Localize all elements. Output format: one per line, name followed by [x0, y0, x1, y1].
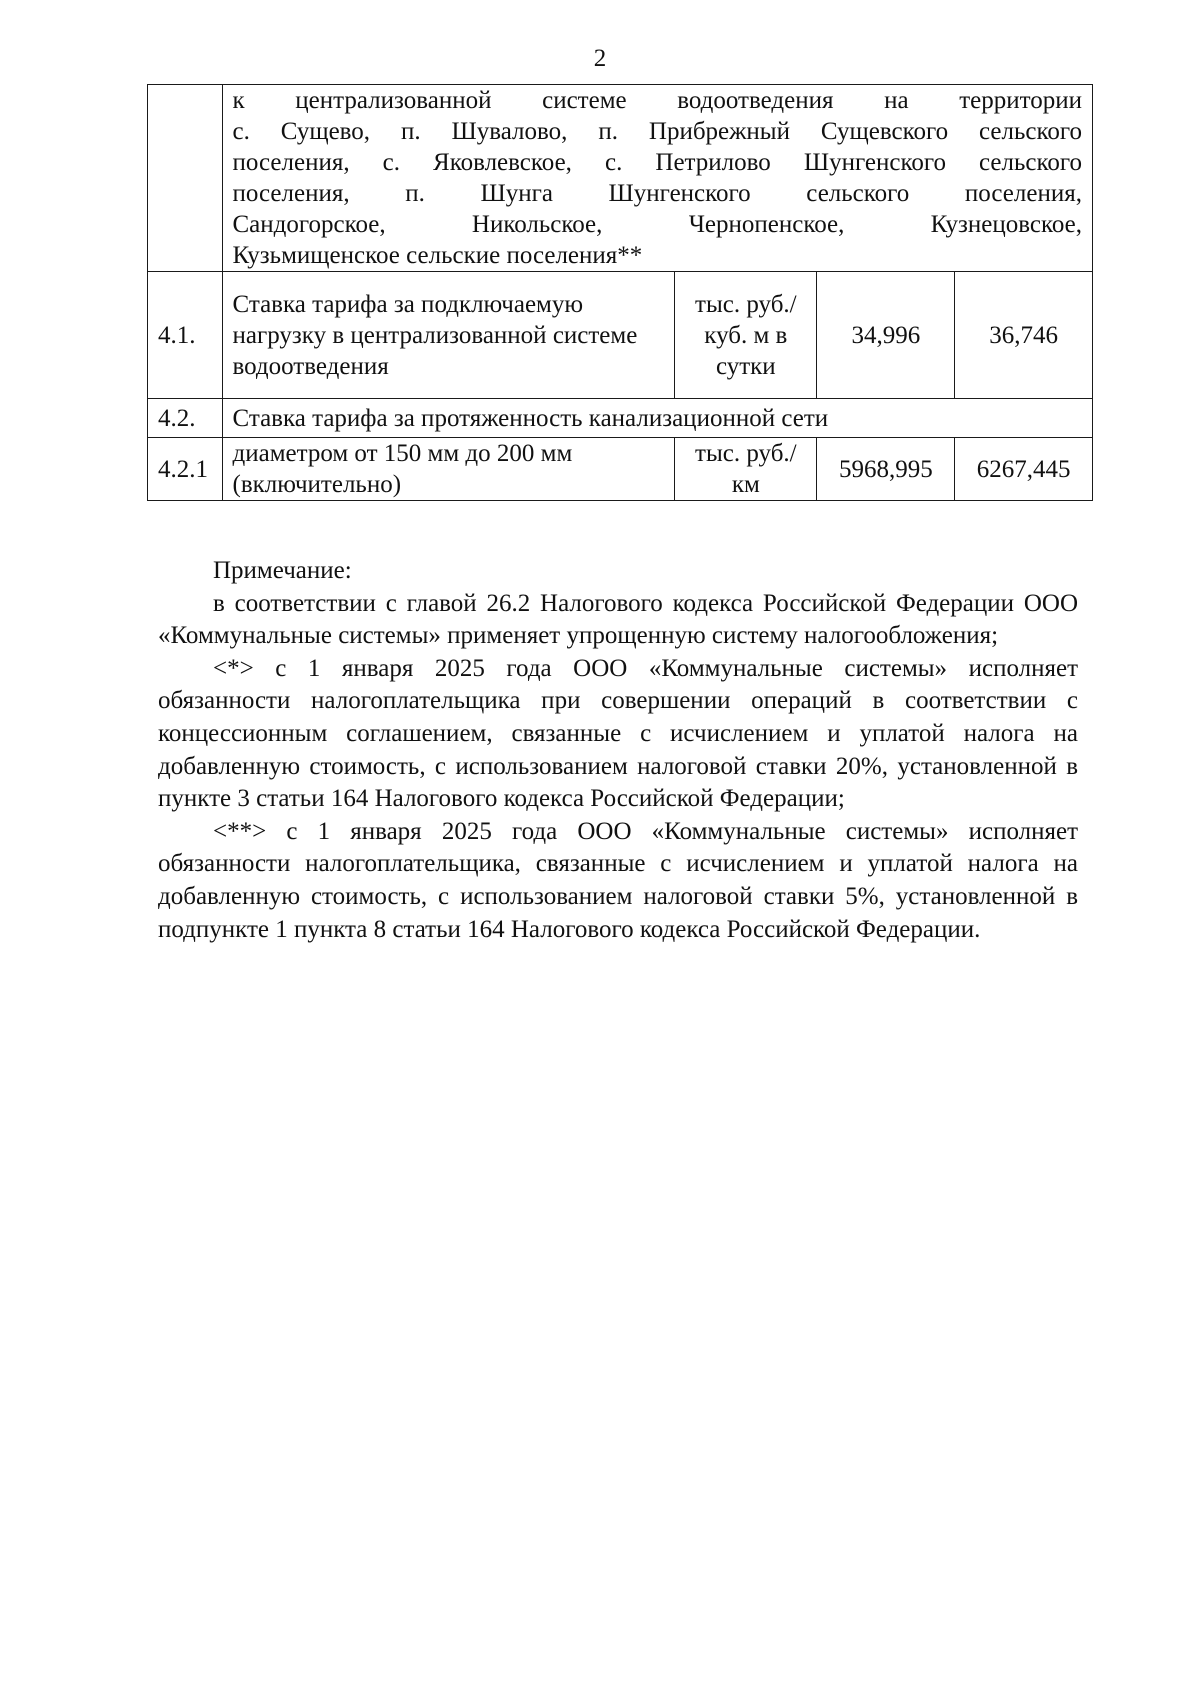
territory-line: поселения, п. Шунга Шунгенского сельского поселения, [232, 180, 1082, 207]
note-paragraph: <*> с 1 января 2025 года ООО «Коммунальные системы» исполняет обязанности налогоплательщика при совершении операций в соответствии с концессионным соглашением, связанные с исчислением и уплатой налога на добавленную стоимость, с использованием налоговой ставки 20%, установленной в пункте 3 статьи 164 Налогового кодекса Российской Федерации; [158, 654, 1078, 813]
note-paragraph: в соответствии с главой 26.2 Налогового кодекса Российской Федерации ООО «Коммунальные системы» применяет упрощенную систему налогообложения; [158, 589, 1078, 650]
row-value-2: 36,746 [955, 272, 1093, 399]
territory-description-cell [222, 85, 1093, 272]
row-unit: тыс. руб./ куб. м в сутки [675, 272, 817, 399]
territory-line: Кузьмищенское сельские поселения** [232, 242, 643, 269]
page-number: 2 [593, 45, 607, 72]
row-number: 4.1. [148, 272, 223, 399]
row-value-2: 6267,445 [955, 438, 1093, 501]
row-description: Ставка тарифа за протяженность канализационной сети [222, 399, 1093, 438]
row-value-1: 34,996 [817, 272, 955, 399]
notes-section [158, 555, 1078, 946]
territory-line: с. Сущево, п. Шувалово, п. Прибрежный Сущевского сельского [232, 118, 1082, 145]
tariff-table [147, 84, 1093, 501]
territory-line: поселения, с. Яковлевское, с. Петрилово Шунгенского сельского [232, 149, 1082, 176]
note-paragraph: <**> с 1 января 2025 года ООО «Коммунальные системы» исполняет обязанности налогоплательщика, связанные с исчислением и уплатой налога на добавленную стоимость, с использованием налоговой ставки 5%, установленной в подпункте 1 пункта 8 статьи 164 Налогового кодекса Российской Федерации. [158, 817, 1078, 943]
row-description: Ставка тарифа за подключаемую нагрузку в централизованной системе водоотведения [222, 272, 675, 399]
row-number-cell-empty [148, 85, 223, 272]
table-row [148, 85, 1093, 272]
row-number: 4.2. [148, 399, 223, 438]
row-number: 4.2.1 [148, 438, 223, 501]
table-row [148, 399, 1093, 438]
row-value-1: 5968,995 [817, 438, 955, 501]
territory-line: Сандогорское, Никольское, Чернопенское, Кузнецовское, [232, 211, 1082, 238]
row-unit: тыс. руб./ км [675, 438, 817, 501]
row-description: диаметром от 150 мм до 200 мм (включительно) [222, 438, 675, 501]
table-row [148, 272, 1093, 399]
territory-line: к централизованной системе водоотведения на территории [232, 87, 1082, 114]
notes-heading: Примечание: [213, 557, 352, 584]
table-row [148, 438, 1093, 501]
